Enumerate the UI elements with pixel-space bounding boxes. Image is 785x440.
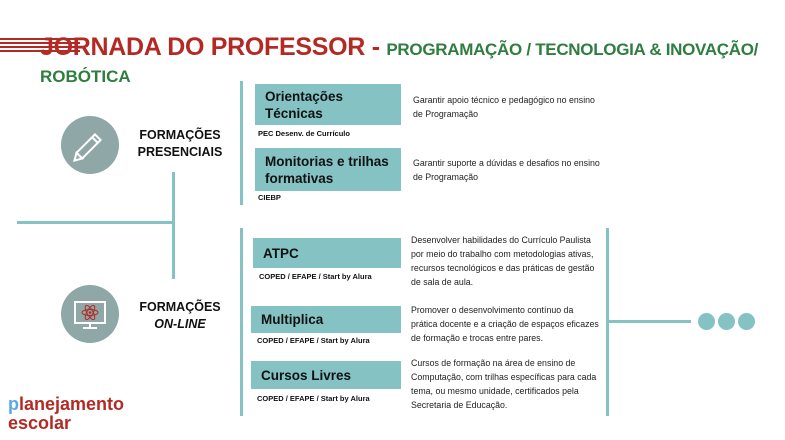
title-main: JORNADA DO PROFESSOR	[40, 33, 366, 61]
tag-orientacoes-tecnicas: PEC Desenv. de Currículo	[258, 129, 350, 138]
logo-line2: escolar	[8, 413, 72, 433]
tag-atpc: COPED / EFAPE / Start by Alura	[259, 272, 372, 281]
desc-atpc: Desenvolver habilidades do Currículo Paulista por meio do trabalho com metodologias ativas, recursos tecnológicos e das práticas de gestão de sala de aula.	[411, 235, 595, 287]
title-line2: ROBÓTICA	[40, 67, 131, 86]
ellipsis-dot-3	[738, 313, 755, 330]
left-branch-line	[172, 172, 175, 279]
monitor-icon-circle	[61, 285, 119, 343]
tag-cursos-livres: COPED / EFAPE / Start by Alura	[257, 394, 370, 403]
presencial-bracket-line	[240, 81, 243, 205]
right-connector-line	[609, 320, 691, 323]
tag-multiplica: COPED / EFAPE / Start by Alura	[257, 336, 370, 345]
monitor-atom-icon	[61, 285, 119, 343]
ellipsis-dot-1	[698, 313, 715, 330]
page-title	[40, 32, 780, 65]
ellipsis-dot-2	[718, 313, 735, 330]
logo-line1: lanejamento	[19, 394, 125, 414]
box-monitorias-trilhas: Monitorias e trilhas formativas	[255, 148, 401, 191]
logo	[8, 395, 124, 433]
desc-multiplica: Promover o desenvolvimento contínuo da prática docente e a criação de espaços eficazes de formação e trocas entre pares.	[411, 305, 599, 343]
category-label-online: FORMAÇÕES ON-LINE	[139, 300, 221, 331]
box-cursos-livres: Cursos Livres	[251, 361, 401, 389]
title-sub: PROGRAMAÇÃO / TECNOLOGIA & INOVAÇÃO/	[386, 40, 759, 59]
pencil-icon	[61, 116, 119, 174]
box-atpc: ATPC	[253, 238, 401, 268]
online-bracket-line	[240, 228, 243, 416]
tag-monitorias-trilhas: CIEBP	[258, 193, 281, 202]
logo-first-letter: p	[8, 394, 19, 414]
desc-monitorias-trilhas: Garantir suporte a dúvidas e desafios no ensino de Programação	[413, 158, 600, 182]
category-label-presencial: FORMAÇÕES PRESENCIAIS	[137, 128, 223, 159]
desc-cursos-livres: Cursos de formação na área de ensino de Computação, com trilhas específicas para cada tema, ou mesmo unidade, certificados pela Secretaria de Educação.	[411, 358, 597, 410]
box-multiplica: Multiplica	[251, 306, 401, 333]
title-separator: -	[365, 33, 387, 61]
box-orientacoes-tecnicas: Orientações Técnicas	[255, 84, 401, 125]
pencil-icon-circle	[61, 116, 119, 174]
desc-orientacoes-tecnicas: Garantir apoio técnico e pedagógico no ensino de Programação	[413, 95, 595, 119]
main-horizontal-line	[17, 221, 172, 224]
